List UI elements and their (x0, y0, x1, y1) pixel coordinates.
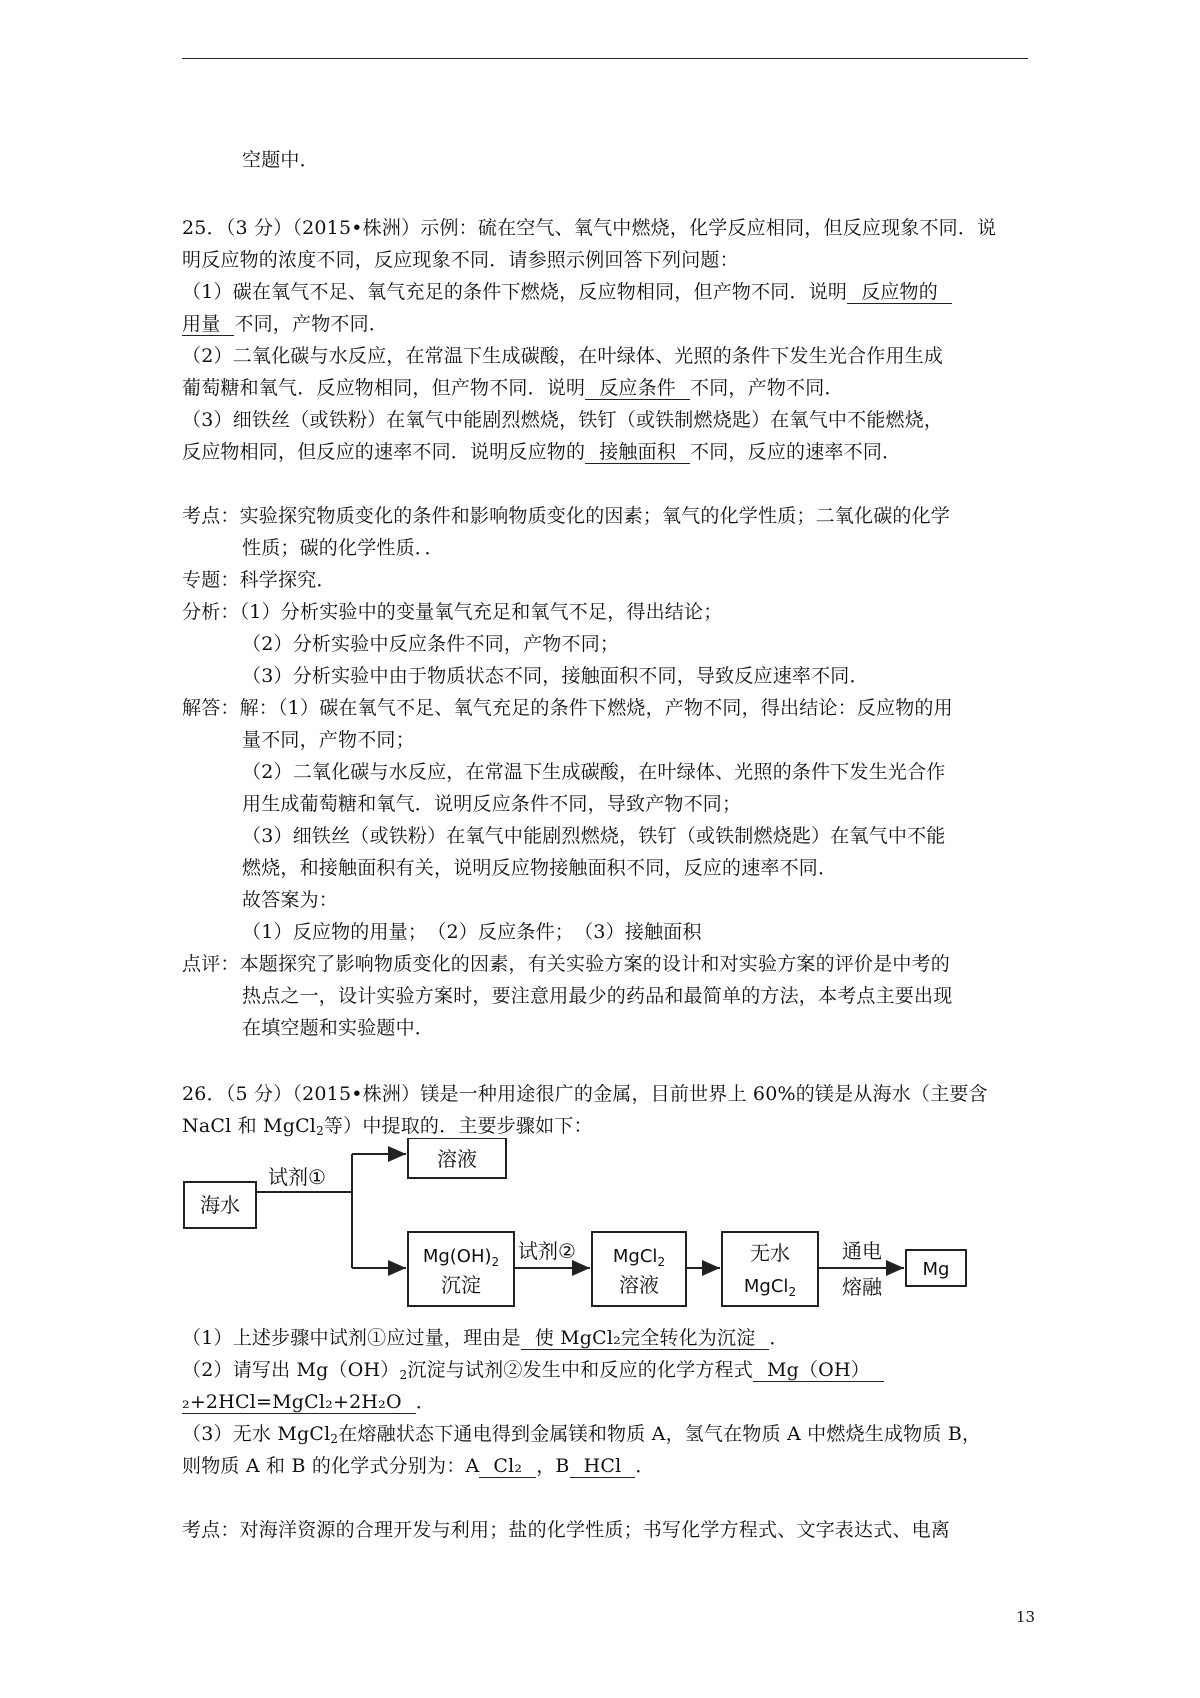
q25-jieda-6: 燃烧，和接触面积有关，说明反应物接触面积不同，反应的速率不同． (242, 857, 838, 879)
q25-jieda-8: （1）反应物的用量； （2）反应条件； （3）接触面积 (242, 921, 702, 943)
q25-part3-tail: 不同，反应的速率不同． (690, 441, 902, 463)
q26-step2-tail: ． (415, 1391, 435, 1413)
anhydrous-subscript: 2 (788, 1285, 797, 1299)
mgoh2-formula: Mg(OH) (422, 1246, 492, 1267)
q26-stem-text-a: NaCl 和 MgCl (182, 1115, 317, 1137)
q26-step2-text-b: 沉淀与试剂②发生中和反应的化学方程式 (407, 1359, 753, 1381)
q25-fenxi-1: 分析：（1）分析实验中的变量氧气充足和氧气不足，得出结论； (182, 601, 723, 623)
q26-step1-tail: ． (769, 1327, 789, 1349)
flow-diagram (182, 1138, 982, 1308)
mgcl2-formula: MgCl (612, 1246, 658, 1267)
electrolysis-label: 通电 (842, 1239, 882, 1263)
q25-part1-text: （1）碳在氧气不足、氧气充足的条件下燃烧，反应物相同，但产物不同．说明 (182, 281, 848, 303)
q25-part2-answer: 反应条件 (585, 377, 690, 400)
q26-step2-text-a: （2）请写出 Mg（OH） (182, 1359, 400, 1381)
q25-dianping-3: 在填空题和实验题中． (242, 1017, 435, 1039)
q26-step3-text-c: 则物质 A 和 B 的化学式分别为：A (182, 1455, 480, 1477)
reagent1-label: 试剂① (268, 1165, 326, 1189)
q26-step3-sub: 2 (330, 1432, 339, 1446)
q25-jieda-7: 故答案为： (242, 889, 339, 911)
mgoh2-subscript: 2 (491, 1255, 500, 1269)
q25-part2-text: 葡萄糖和氧气．反应物相同，但产物不同．说明 (182, 377, 586, 399)
q26-step2-line-1 (182, 1358, 884, 1387)
q25-part1-line-2 (182, 312, 388, 336)
q26-step1 (182, 1326, 789, 1350)
q25-zhuanti: 专题：科学探究． (182, 569, 336, 591)
q25-stem-line-2: 明反应物的浓度不同，反应现象不同．请参照示例回答下列问题： (182, 249, 739, 271)
precipitate-label: 沉淀 (441, 1273, 481, 1297)
page-number: 13 (1016, 1608, 1036, 1626)
q25-part1-line-1 (182, 280, 952, 304)
header-rule (182, 58, 1028, 59)
mgcl2-label (613, 1246, 665, 1269)
solution-label: 溶液 (437, 1147, 477, 1171)
intro-tail: 空题中． (242, 149, 319, 171)
q25-part1-tail: 不同，产物不同． (234, 313, 389, 335)
q25-part2-line-2 (182, 376, 844, 400)
q26-step3-line-2 (182, 1454, 655, 1478)
q25-part3-text: 反应物相同，但反应的速率不同．说明反应物的 (182, 441, 586, 463)
anhydrous-label: 无水 (750, 1241, 790, 1265)
q26-step1-answer: 使 MgCl₂完全转化为沉淀 (521, 1327, 770, 1350)
mgoh2-label (423, 1246, 499, 1269)
q25-kaodian-2: 性质；碳的化学性质．． (242, 537, 444, 559)
q25-part3-line-2 (182, 440, 901, 464)
q26-step3-text-b: 在熔融状态下通电得到金属镁和物质 A，氢气在物质 A 中燃烧生成物质 B， (338, 1423, 982, 1445)
q26-stem-line-1: 26．（5 分）（2015•株洲）镁是一种用途很广的金属，目前世界上 60%的镁是从海水（主要含 (182, 1083, 988, 1105)
q25-stem-line-1: 25．（3 分）（2015•株洲）示例：硫在空气、氧气中燃烧，化学反应相同，但反应现象不同．说 (182, 217, 997, 239)
q26-step3-text-a: （3）无水 MgCl (182, 1423, 331, 1445)
q26-step1-text: （1）上述步骤中试剂①应过量，理由是 (182, 1327, 521, 1349)
q26-step2-answer-b: ₂+2HCl=MgCl₂+2H₂O (182, 1391, 416, 1414)
q25-jieda-4: 用生成葡萄糖和氧气．说明反应条件不同，导致产物不同； (242, 793, 742, 815)
q26-step2-answer-a: Mg（OH） (753, 1359, 884, 1382)
q25-part1-answer-b: 用量 (182, 313, 234, 336)
q26-stem-text-b: 等）中提取的．主要步骤如下： (323, 1115, 593, 1137)
q26-step2-line-2 (182, 1390, 435, 1414)
q25-part3-answer: 接触面积 (585, 441, 690, 464)
q26-step3-line-1 (182, 1422, 981, 1451)
anhydrous-formula: MgCl (743, 1276, 789, 1297)
anhydrous-mgcl2-label (744, 1276, 796, 1299)
q25-jieda-2: 量不同，产物不同； (242, 729, 415, 751)
q26-step3-text-d: ，B (536, 1455, 570, 1477)
q26-step3-tail: ． (635, 1455, 655, 1477)
mg-label: Mg (922, 1259, 950, 1280)
mgcl2-solution-label: 溶液 (619, 1273, 659, 1297)
q26-step3-answer-b: HCl (570, 1455, 636, 1478)
q25-dianping-1: 点评：本题探究了影响物质变化的因素，有关实验方案的设计和对实验方案的评价是中考的 (182, 953, 951, 975)
q25-fenxi-3: （3）分析实验中由于物质状态不同，接触面积不同，导致反应速率不同． (242, 665, 869, 687)
q25-jieda-3: （2）二氧化碳与水反应，在常温下生成碳酸，在叶绿体、光照的条件下发生光合作 (242, 761, 946, 783)
seawater-label: 海水 (200, 1193, 240, 1217)
q25-part2-line-1: （2）二氧化碳与水反应，在常温下生成碳酸，在叶绿体、光照的条件下发生光合作用生成 (182, 345, 944, 367)
mgcl2-subscript: 2 (657, 1255, 666, 1269)
q25-jieda-5: （3）细铁丝（或铁粉）在氧气中能剧烈燃烧，铁钉（或铁制燃烧匙）在氧气中不能 (242, 825, 946, 847)
q25-fenxi-2: （2）分析实验中反应条件不同，产物不同； (242, 633, 620, 655)
q26-kaodian: 考点：对海洋资源的合理开发与利用；盐的化学性质；书写化学方程式、文字表达式、电离 (182, 1519, 951, 1541)
q25-jieda-1: 解答：解：（1）碳在氧气不足、氧气充足的条件下燃烧，产物不同，得出结论：反应物的用 (182, 697, 953, 719)
q26-stem-sub: 2 (316, 1124, 324, 1138)
q25-kaodian-1: 考点：实验探究物质变化的条件和影响物质变化的因素；氧气的化学性质；二氧化碳的化学 (182, 505, 951, 527)
reagent2-label: 试剂② (518, 1239, 576, 1263)
molten-label: 熔融 (842, 1275, 882, 1299)
q25-dianping-2: 热点之一，设计实验方案时，要注意用最少的药品和最简单的方法，本考点主要出现 (242, 985, 953, 1007)
q25-part3-line-1: （3）细铁丝（或铁粉）在氧气中能剧烈燃烧，铁钉（或铁制燃烧匙）在氧气中不能燃烧， (182, 409, 944, 431)
q26-step2-sub: 2 (399, 1368, 408, 1382)
q25-part2-tail: 不同，产物不同． (690, 377, 844, 399)
q25-part1-answer-a: 反应物的 (847, 281, 952, 304)
q26-step3-answer-a: Cl₂ (479, 1455, 536, 1478)
